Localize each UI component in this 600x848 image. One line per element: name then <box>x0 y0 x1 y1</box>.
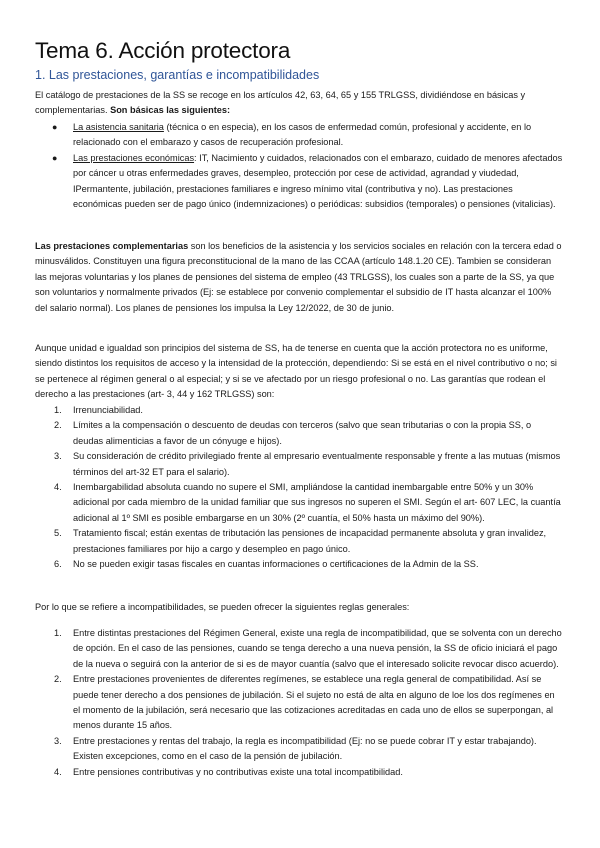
incompat-list <box>35 626 563 780</box>
item-number: 4. <box>54 482 62 493</box>
item-text: : IT, Nacimiento y cuidados, relacionados con el embarazo, cuidado de menores afectados por cáncer u otras enfermedades graves, desempleo, protección por cese de actividad, agrandad y viudedad, IPermantente, jubilación, prestaciones familiares e ingreso mínimo vital (contributiva y no). Las prestaciones económicas pueden ser de pago único (indemnizaciones) o periódicas: subsidios (temporales) o pensiones (vitalicias). <box>73 152 563 210</box>
item-text: Entre prestaciones provenientes de diferentes regímenes, se establece una regla general de compatibilidad. Así se puede tener derecho a dos pensiones de jubilación. Si el sujeto no está de alta en alguno de loe los dos regímenes en el momento de la jubilación, será necesario que las cotizaciones acreditadas en cada uno de ellos se superpongan, al menos durante 15 años. <box>73 674 555 731</box>
item-number: 2. <box>54 420 62 431</box>
list-item <box>35 151 563 213</box>
list-item <box>35 480 563 526</box>
page-title: Tema 6. Acción protectora <box>35 38 291 63</box>
basicas-list <box>35 120 563 212</box>
item-text: No se pueden exigir tasas fiscales en cuantas informaciones o certificaciones de la Admin de la SS. <box>73 559 479 570</box>
item-text: Inembargabilidad absoluta cuando no supere el SMI, ampliándose la cantidad inembargable entre 50% y un 30% adicional por cada miembro de la unidad familiar que sus ingresos no superen el SMI. Según el art- 607 LEC, la cuantía adicional al 1º SMI es posible embargarse en un 30% (2º cuantía, el 50% hasta un máximo del 90%). <box>73 482 561 523</box>
item-number: 5. <box>54 528 62 539</box>
list-item <box>35 557 563 572</box>
intro-paragraph <box>35 88 563 119</box>
list-item <box>35 734 563 765</box>
item-number: 3. <box>54 735 62 746</box>
item-text: Su consideración de crédito privilegiado frente al empresario eventualmente responsable y frente a las mutuas (mismos términos del art-32 ET para el salario). <box>73 451 561 477</box>
item-text: Tratamiento fiscal; están exentas de tributación las pensiones de incapacidad permanente absoluta y gran invalidez, prestaciones familiares por hijo a cargo y desempleo en pago único. <box>73 528 547 554</box>
garantias-list <box>35 403 563 572</box>
item-label: Las prestaciones económicas <box>73 152 195 163</box>
item-text: Entre distintas prestaciones del Régimen General, existe una regla de incompatibilidad, que se solventa con un derecho de opción. En el caso de las pensiones, cuando se tenga derecho a una nueva pensión, la SS de oficio iniciará el pago de la nueva o seguirá con la anterior de si es de mayor cuantía (salvo que el interesado solicite revocar disco acuerdo). <box>73 628 562 669</box>
intro-text: El catálogo de prestaciones de la SS se recoge en los artículos 42, 63, 64, 65 y 155 TRLGSS, dividiéndose en básicas y complementarias. <box>35 90 526 116</box>
list-item <box>35 765 563 780</box>
list-item <box>35 120 563 151</box>
bullet-icon: ● <box>52 152 58 163</box>
bullet-icon: ● <box>52 122 58 132</box>
item-number: 2. <box>54 674 62 685</box>
item-text: Límites a la compensación o descuento de deudas con terceros (salvo que sean tributarias o con la propia SS, o deudas alimenticias a favor de un cónyuge e hijos). <box>73 420 532 446</box>
item-text: Irrenunciabilidad. <box>73 405 143 415</box>
list-item <box>35 403 563 418</box>
complementarias-paragraph <box>35 239 563 316</box>
incompat-intro: Por lo que se refiere a incompatibilidades, se pueden ofrecer la siguientes reglas generales: <box>35 602 410 612</box>
item-text: Entre pensiones contributivas y no contributivas existe una total incompatibilidad. <box>73 766 403 777</box>
list-item <box>35 672 563 734</box>
list-item <box>35 626 563 672</box>
item-number: 1. <box>54 405 62 415</box>
item-number: 6. <box>54 559 62 570</box>
item-label: La asistencia sanitaria <box>73 122 164 132</box>
complementarias-bold: Las prestaciones complementarias <box>35 241 189 251</box>
garantias-intro: Aunque unidad e igualdad son principios del sistema de SS, ha de tenerse en cuenta que la acción protectora no es uniforme, siendo distintos los requisitos de acceso y la intensidad de la protección, dependiendo: Si se está en el nivel contributivo o no; si se pertenece al régimen general o al especial; y si se ve afectado por un riesgo profesional o no. Las garantías que rodean el derecho a las prestaciones (art- 3, 44 y 162 TRLGSS) son: <box>35 343 557 400</box>
item-text: Entre prestaciones y rentas del trabajo, la regla es incompatibilidad (Ej: no se puede cobrar IT y estar trabajando). Existen excepciones, como en el caso de la pensión de jubilación. <box>73 735 537 762</box>
item-number: 4. <box>54 766 62 777</box>
list-item <box>35 526 563 557</box>
intro-bold: Son básicas las siguientes: <box>110 105 231 116</box>
item-number: 3. <box>54 451 62 462</box>
item-text: (técnica o en especia), en los casos de enfermedad común, profesional y accidente, en lo relacionado con el embarazo y casos de recuperación profesional. <box>73 122 532 148</box>
list-item <box>35 449 563 480</box>
section-heading: 1. Las prestaciones, garantías e incompatibilidades <box>35 68 320 82</box>
complementarias-text: son los beneficios de la asistencia y los servicios sociales en relación con la tercera edad o minusválidos. Constituyen una figura preconstitucional de la mano de las CCAA (artículo 148.1.20 CE). Tambien se consideran las mejoras voluntarias y los planes de pensiones del sistema de empleo (43 TRLGSS), los cuales son a parte de la SS, ya que son voluntarios y normalmente privados (Ej: se establece por convenio complementar el subsidio de IT hasta alcanzar el 100% del salario normal). Los planes de pensiones los impulsa la Ley 12/2022, de 30 de junio. <box>35 241 562 313</box>
item-number: 1. <box>54 628 62 638</box>
list-item <box>35 418 563 449</box>
